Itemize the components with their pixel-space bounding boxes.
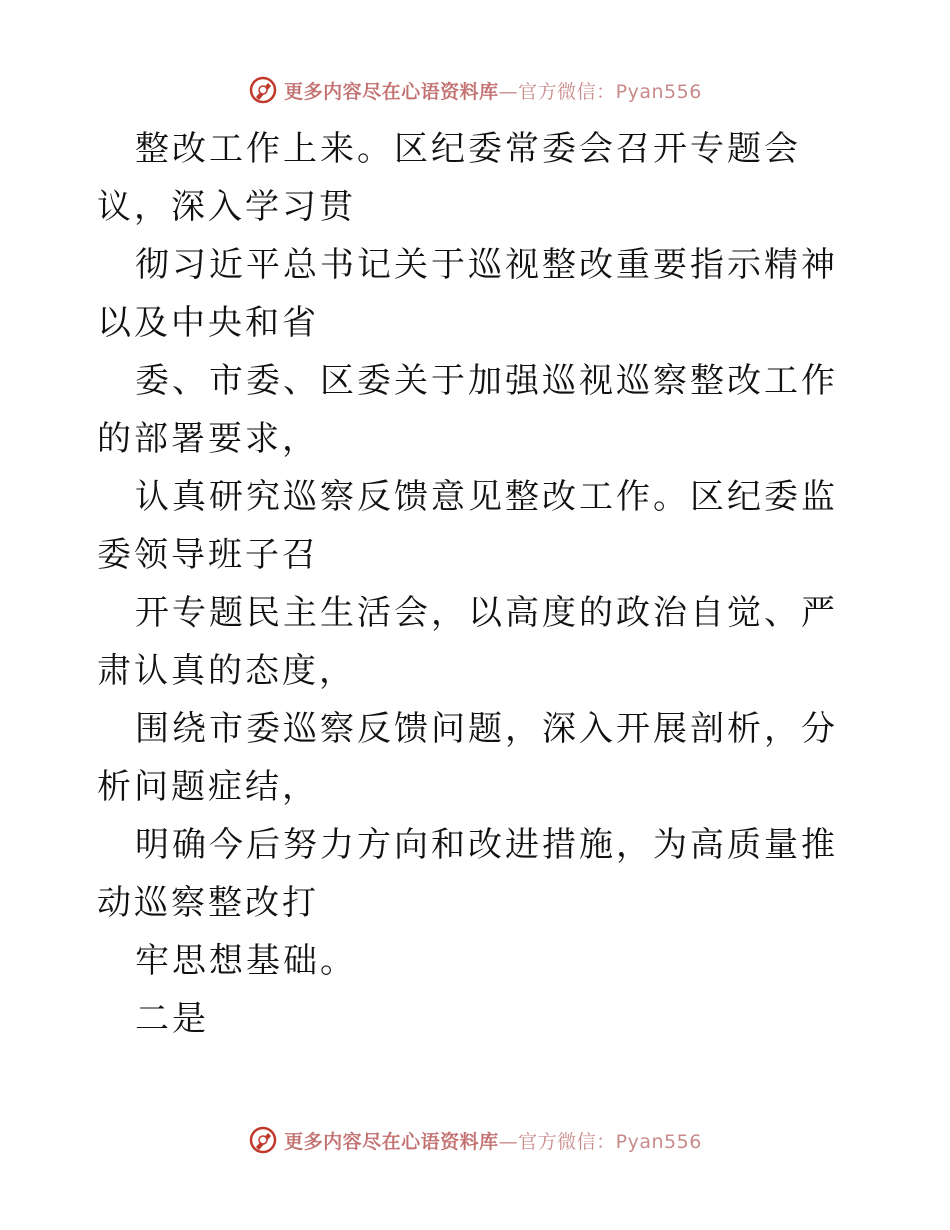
banner-dash: — — [498, 1130, 519, 1153]
paragraph: 彻习近平总书记关于巡视整改重要指示精神以及中央和省 — [97, 245, 838, 343]
banner-tail: 官方微信：Pyan556 — [518, 1130, 702, 1153]
paragraph: 围绕市委巡察反馈问题，深入开展剖析，分析问题症结， — [97, 709, 838, 807]
paragraph: 认真研究巡察反馈意见整改工作。区纪委监委领导班子召 — [97, 477, 838, 575]
paragraph: 二是 — [135, 999, 209, 1039]
banner-text — [284, 77, 702, 104]
banner-lead: 更多内容尽在心语资料库 — [284, 80, 499, 103]
banner-dash: — — [498, 80, 519, 103]
paragraph: 开专题民主生活会，以高度的政治自觉、严肃认真的态度， — [97, 593, 838, 691]
pen-logo-icon — [248, 1125, 278, 1155]
header-banner — [0, 70, 950, 110]
document-body — [97, 120, 857, 1048]
paragraph: 整改工作上来。区纪委常委会召开专题会议，深入学习贯 — [97, 129, 801, 227]
banner-lead: 更多内容尽在心语资料库 — [284, 1130, 499, 1153]
banner-tail: 官方微信：Pyan556 — [518, 80, 702, 103]
footer-banner — [0, 1120, 950, 1160]
paragraph: 委、市委、区委关于加强巡视巡察整改工作的部署要求， — [97, 361, 838, 459]
paragraph: 牢思想基础。 — [135, 941, 357, 981]
paragraph: 明确今后努力方向和改进措施，为高质量推动巡察整改打 — [97, 825, 838, 923]
banner-text — [284, 1127, 702, 1154]
pen-logo-icon — [248, 75, 278, 105]
